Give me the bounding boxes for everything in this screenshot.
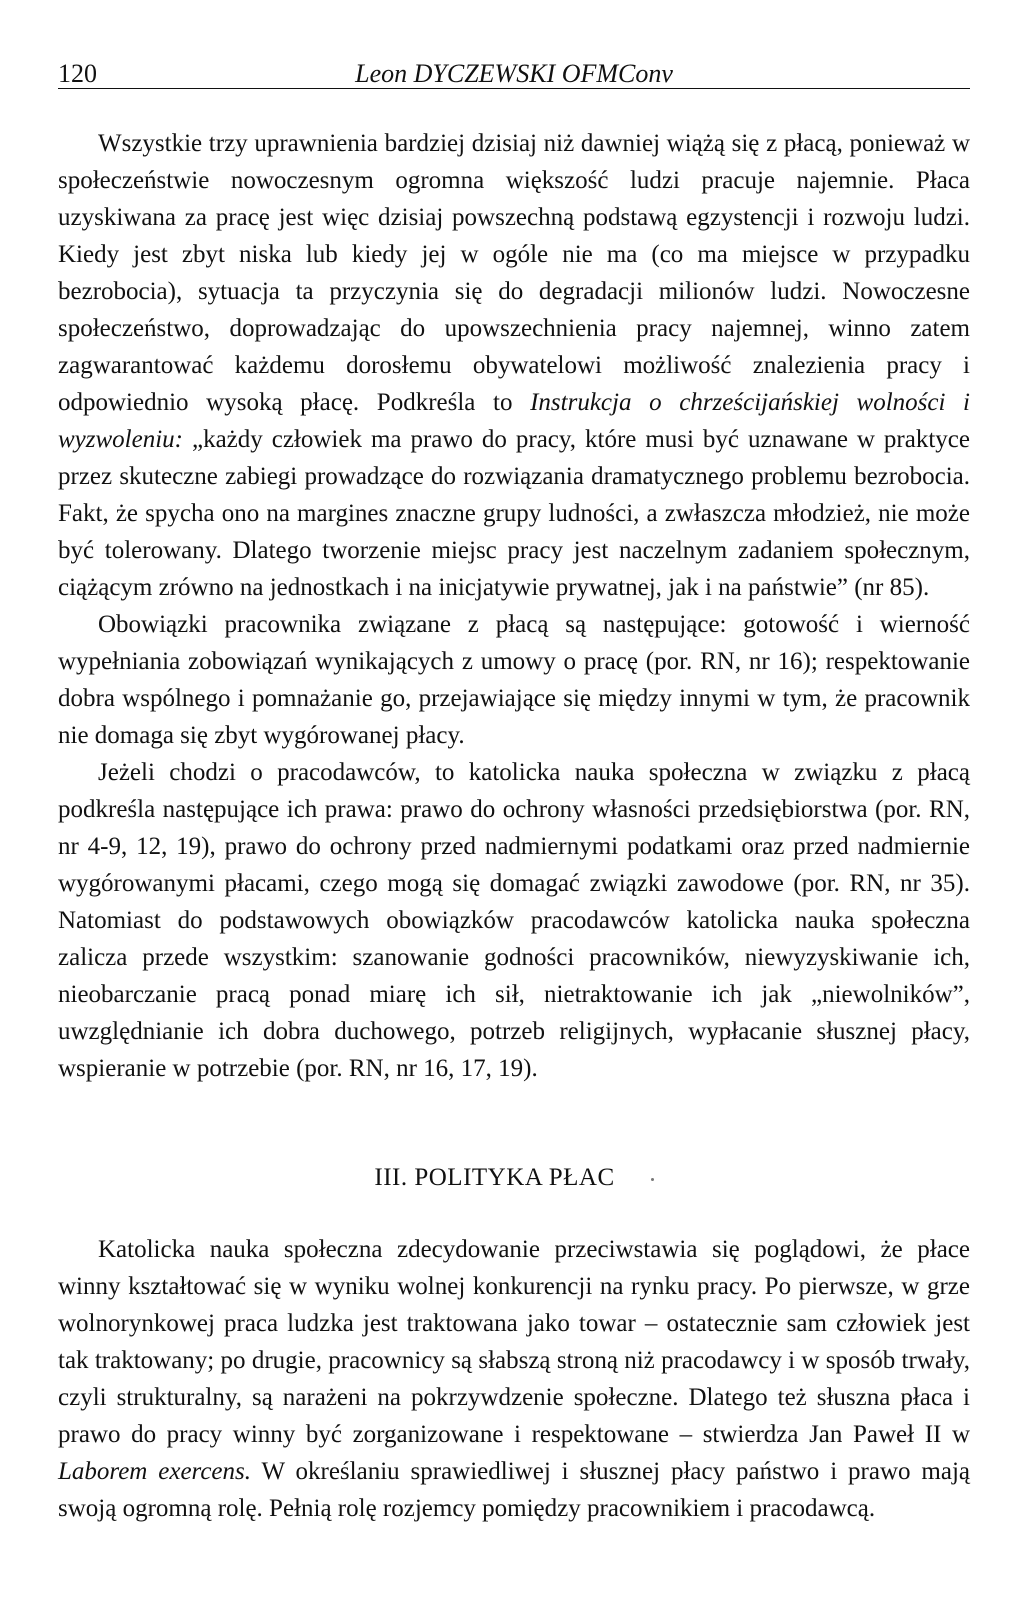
paragraph-1 bbox=[58, 125, 970, 606]
paragraph-4-text-b: W określaniu sprawiedliwej i słusznej płacy państwo i prawo mają swoją ogromną rolę. Pełnią rolę rozjemcy pomiędzy pracownikiem i pracodawcą. bbox=[58, 1458, 970, 1522]
paragraph-3: Jeżeli chodzi o pracodawców, to katolicka nauka społeczna w związku z płacą podkreśla następujące ich prawa: prawo do ochrony własności przedsiębiorstwa (por. RN, nr 4-9, 12, 19), prawo do ochrony przed nadmiernymi podatkami oraz przed nadmiernie wygórowanymi płacami, czego mogą się domagać związki zawodowe (por. RN, nr 35). Natomiast do podstawowych obowiązków pracodawców katolicka nauka społeczna zalicza przede wszystkim: szanowanie godności pracowników, niewyzyskiwanie ich, nieobarczanie pracą ponad miarę ich sił, nietraktowanie ich jak „niewolników”, uwzględnianie ich dobra duchowego, potrzeb religijnych, wypłacanie słusznej płacy, wspieranie w potrzebie (por. RN, nr 16, 17, 19). bbox=[58, 759, 970, 1082]
running-header bbox=[58, 44, 970, 89]
paragraph-4 bbox=[58, 1231, 970, 1527]
paragraph-4-text-a: Katolicka nauka społeczna zdecydowanie przeciwstawia się poglądowi, że płace winny kształtować się w wyniku wolnej konkurencji na rynku pracy. Po pierwsze, w grze wolnorynkowej praca ludzka jest traktowana jako towar – ostatecznie sam człowiek jest tak traktowany; po drugie, pracownicy są słabszą stroną niż pracodawcy i w sposób trwały, czyli strukturalny, są narażeni na pokrzywdzenie społeczne. Dlatego też słuszna płaca i prawo do pracy winny być zorganizowane i respektowane – stwierdza Jan Paweł II w bbox=[58, 1236, 970, 1448]
section-heading-text: III. POLITYKA PŁAC bbox=[374, 1164, 615, 1191]
paragraph-2: Obowiązki pracownika związane z płacą są następujące: gotowość i wierność wypełniania zobowiązań wynikających z umowy o pracę (por. RN, nr 16); respektowanie dobra wspólnego i pomnażanie go, przejawiające się między innymi w tym, że pracownik nie domaga się zbyt wygórowanej płacy. bbox=[58, 611, 970, 749]
instruction-title: Instrukcja o chrześcijańskiej wolności i wyzwoleniu: bbox=[58, 389, 970, 453]
document-page bbox=[58, 44, 970, 1527]
paragraph-1-text-b: „każdy człowiek ma prawo do pracy, które musi być uznawane w praktyce przez skuteczne zabiegi prowadzące do rozwiązania dramatycznego problemu bezrobocia. Fakt, że spycha ono na margines znaczne grupy ludności, a zwłaszcza młodzież, nie może być tolerowany. Dlatego tworzenie miejsc pracy jest naczelnym zadaniem społecznym, ciążącym zrówno na jednostkach i na inicjatywie prywatnej, jak i na państwie” (nr 85). bbox=[58, 426, 970, 601]
paragraph-1-text-a: Wszystkie trzy uprawnienia bardziej dzisiaj niż dawniej wiążą się z płacą, ponieważ w społeczeństwie nowoczesnym ogromna większość ludzi pracuje najemnie. Płaca uzyskiwana za pracę jest więc dzisiaj powszechną podstawą egzystencji i rozwoju ludzi. Kiedy jest zbyt niska lub kiedy jej w ogóle nie ma (co ma miejsce w przypadku bezrobocia), sytuacja ta przyczynia się do degradacji milionów ludzi. Nowoczesne społeczeństwo, doprowadzając do upowszechnienia pracy najemnej, winno zatem zagwarantować każdemu dorosłemu obywatelowi możliwość znalezienia pracy i odpowiednio wysoką płacę. Podkreśla to bbox=[58, 130, 970, 416]
encyclical-title: Laborem exercens. bbox=[58, 1458, 252, 1485]
section-heading bbox=[58, 1159, 970, 1196]
body-text bbox=[58, 125, 970, 1527]
page-number: 120 bbox=[58, 59, 97, 88]
running-title: Leon DYCZEWSKI OFMConv bbox=[355, 59, 673, 88]
stray-mark bbox=[651, 1178, 654, 1181]
